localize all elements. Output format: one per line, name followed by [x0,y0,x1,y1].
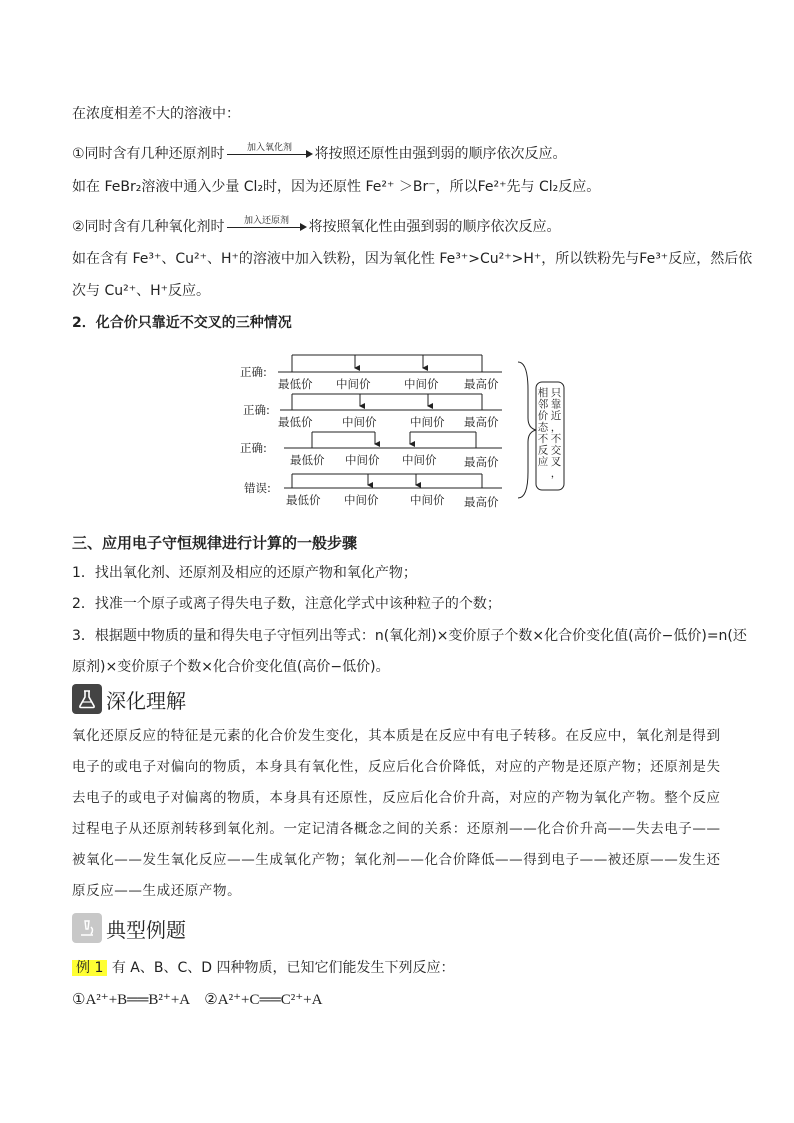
tick: 最低价 [290,453,325,467]
reactions: ①A²⁺+B══B²⁺+A ②A²⁺+C══C²⁺+A [72,992,323,1008]
tick: 最低价 [278,415,313,429]
intro-text: 在浓度相差不大的溶液中： [72,106,240,122]
rule-2-prefix: ②同时含有几种氧化剂时 [72,219,225,235]
section-3-title: 三、应用电子守恒规律进行计算的一般步骤 [72,534,358,552]
example-2-line-1: 如在含有 Fe³⁺、Cu²⁺、H⁺的溶液中加入铁粉，因为氧化性 Fe³⁺>Cu²⁺>H⁺，所以铁粉先与Fe³⁺反应，然后依 [72,251,753,267]
tick: 中间价 [410,493,445,507]
note-char: 叉 [550,456,562,468]
note-char: 邻 [537,398,549,411]
step-3-line-1: 3．根据题中物质的量和得失电子守恒列出等式：n(氧化剂)×变价原子个数×化合价变化值(高价−低价)=n(还 [72,628,747,644]
microscope-icon [72,913,102,943]
row-2-label: 正确: [243,403,270,417]
row-1-label: 正确: [240,365,267,379]
deep-line: 被氧化——发生氧化反应——生成氧化产物；氧化剂——化合价降低——得到电子——被还原——发生还 [72,852,721,868]
deep-line: 电子的或电子对偏向的物质，本身具有氧化性，反应后化合价降低，对应的产物是还原产物；还原剂是失 [72,759,721,775]
note-char: 只 [550,387,562,399]
note-char: 相 [537,387,549,399]
arrow-icon [227,143,313,161]
flask-icon [72,684,102,714]
arrow-icon [227,216,307,234]
example-2-line-2: 次与 Cu²⁺、H⁺反应。 [72,283,211,299]
deep-understanding-title: 深化理解 [106,688,186,713]
tick: 最高价 [464,495,499,509]
deep-understanding-header [72,683,186,715]
example-question-text: 有 A、B、C、D 四种物质，已知它们能发生下列反应： [111,960,455,976]
note-char: 反 [537,444,549,457]
step-3-line-2: 原剂)×变价原子个数×化合价变化值(高价−低价)。 [72,659,390,675]
arrow-label: 加入氧化剂 [247,143,293,153]
step-2: 2．找准一个原子或离子得失电子数，注意化学式中该种粒子的个数； [72,596,501,612]
deep-line: 氧化还原反应的特征是元素的化合价发生变化，其本质是在反应中有电子转移。在反应中，氧化剂是得到 [72,728,721,744]
rule-1 [72,143,567,163]
row-3-label: 正确: [240,441,267,455]
tick: 最低价 [278,377,313,391]
row-4-label: 错误: [244,481,271,495]
tick: 中间价 [402,453,437,467]
arrow-label: 加入还原剂 [244,216,290,226]
valence-diagram [240,350,570,510]
rule-1-suffix: 将按照还原性由强到弱的顺序依次反应。 [314,146,567,162]
tick: 最高价 [464,415,499,429]
note-char: 近 [550,410,562,422]
typical-example-title: 典型例题 [106,917,186,942]
tick: 中间价 [345,453,380,467]
example-question [72,957,454,977]
tick: 最高价 [464,455,499,469]
note-char: 价 [537,410,549,422]
deep-line: 过程电子从还原剂转移到氧化剂。一定记清各概念之间的关系：还原剂——化合价升高——失去电子—— [72,821,721,837]
tick: 中间价 [336,377,371,391]
rule-1-prefix: ①同时含有几种还原剂时 [72,146,225,162]
example-tag: 例 1 [72,960,107,976]
deep-line: 原反应——生成还原产物。 [72,883,242,899]
point-2-title: 2．化合价只靠近不交叉的三种情况 [72,315,292,331]
note-char: 应 [537,456,549,468]
note-char: 靠 [550,398,562,411]
note-char: ， [550,421,562,434]
tick: 中间价 [344,493,379,507]
note-char: 不 [537,433,549,445]
note-char: 交 [550,444,562,457]
note-char: 不 [550,433,562,445]
rule-2 [72,216,561,236]
tick: 中间价 [410,415,445,429]
tick: 中间价 [404,377,439,391]
step-1: 1．找出氧化剂、还原剂及相应的还原产物和氧化产物； [72,565,417,581]
deep-line: 去电子的或电子对偏离的物质，本身具有还原性，反应后化合价升高，对应的产物为氧化产物。整个反应 [72,790,721,806]
tick: 最低价 [286,493,321,507]
diagram-note [538,386,562,480]
tick: 最高价 [464,377,499,391]
rule-2-suffix: 将按照氧化性由强到弱的顺序依次反应。 [308,219,561,235]
note-char: 态 [537,421,549,434]
typical-example-header [72,912,186,944]
tick: 中间价 [342,415,377,429]
valence-diagram-svg [240,350,570,510]
note-char: ， [550,467,562,480]
example-1: 如在 FeBr₂溶液中通入少量 Cl₂时，因为还原性 Fe²⁺ ＞Br⁻，所以Fe²⁺先与 Cl₂反应。 [72,179,601,195]
deep-understanding-body [72,721,722,907]
